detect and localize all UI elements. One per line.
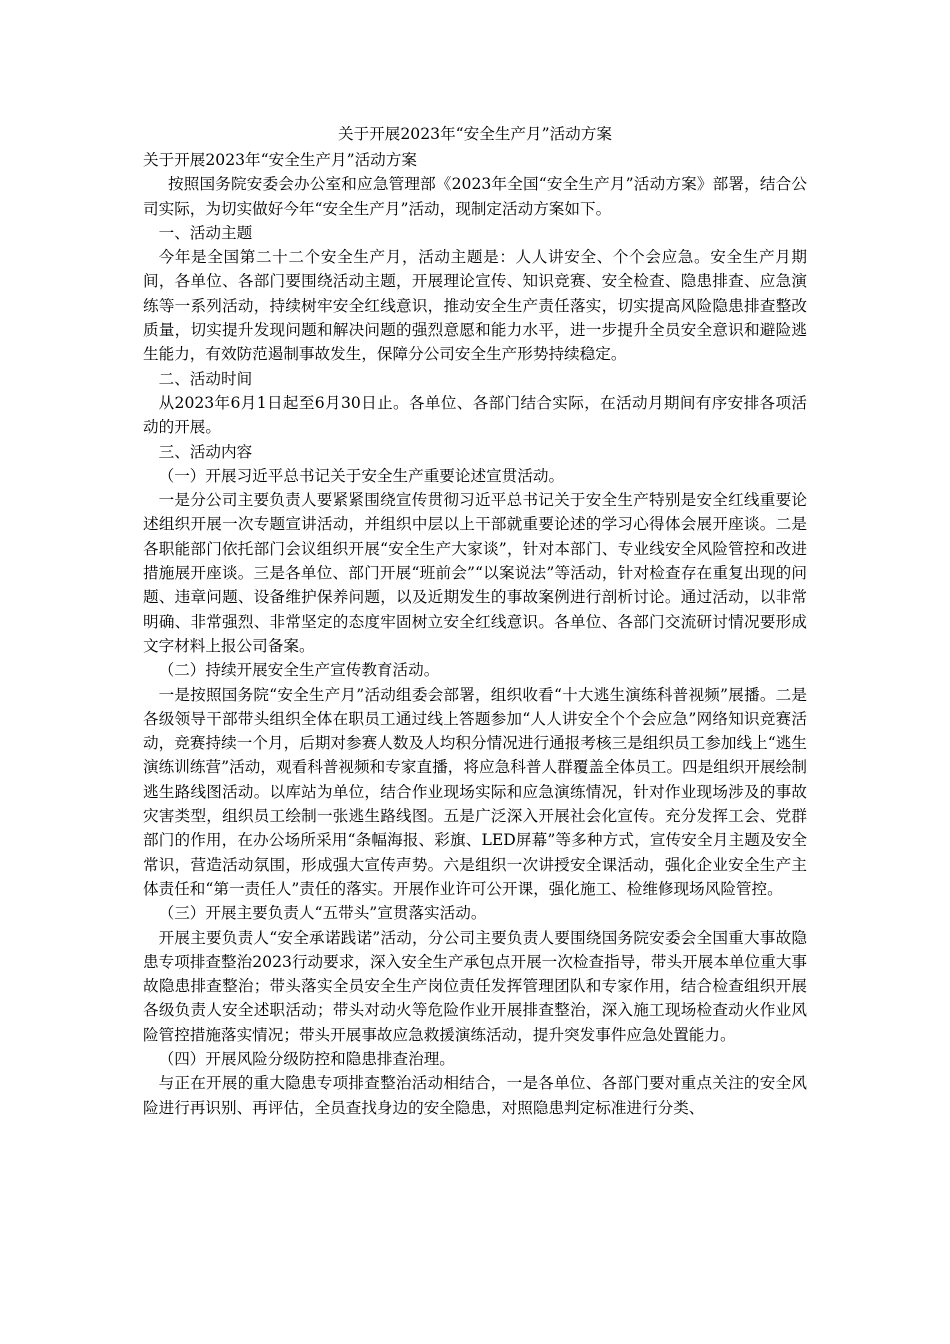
section-heading-content: 三、活动内容 <box>158 442 253 461</box>
subsection-heading-3: （三）开展主要负责人“五带头”宣贯落实活动。 <box>158 904 487 923</box>
section-heading-theme: 一、活动主题 <box>158 223 253 242</box>
subsection-heading-4: （四）开展风险分级防控和隐患排查治理。 <box>158 1049 455 1068</box>
subsection-paragraph-3: 开展主要负责人“安全承诺践诺”活动，分公司主要负责人要围绕国务院安委会全国重大事故隐患专项排查整治2023行动要求，深入安全生产承包点开展一次检查指导，带头开展本单位重大事故隐患排查整治；带头落实全员安全生产岗位责任发挥管理团队和专家作用，结合检查组织开展各级负责人安全述职活动；带头对动火等危险作业开展排查整治，深入施工现场检查动火作业风险管控措施落实情况；带头开展事故应急救援演练活动，提升突发事件应急处置能力。 <box>143 928 807 1044</box>
document-page <box>143 120 807 1120</box>
document-subtitle: 关于开展2023年“安全生产月”活动方案 <box>143 151 417 169</box>
subsection-paragraph-2: 一是按照国务院“安全生产月”活动组委会部署，组织收看“十大逃生演练科普视频”展播。二是各级领导干部带头组织全体在职员工通过线上答题参加“人人讲安全个个会应急”网络知识竞赛活动，竞赛持续一个月，后期对参赛人数及人均积分情况进行通报考核三是组织员工参加线上“逃生演练训练营”活动，观看科普视频和专家直播，将应急科普人群覆盖全体员工。四是组织开展绘制逃生路线图活动。以库站为单位，结合作业现场实际和应急演练情况，针对作业现场涉及的事故灾害类型，组织员工绘制一张逃生路线图。五是广泛深入开展社会化宣传。充分发挥工会、党群部门的作用，在办公场所采用“条幅海报、彩旗、LED屏幕”等多种方式，宣传安全月主题及安全常识，营造活动氛围，形成强大宣传声势。六是组织一次讲授安全课活动，强化企业安全生产主体责任和“第一责任人”责任的落实。开展作业许可公开课，强化施工、检维修现场风险管控。 <box>143 685 807 898</box>
subsection-paragraph-1: 一是分公司主要负责人要紧紧围绕宣传贯彻习近平总书记关于安全生产特别是安全红线重要论述组织开展一次专题宣讲活动，并组织中层以上干部就重要论述的学习心得体会展开座谈。二是各职能部门依托部门会议组织开展“安全生产大家谈”，针对本部门、专业线安全风险管控和改进措施展开座谈。三是各单位、部门开展“班前会”“以案说法”等活动，针对检查存在重复出现的问题、违章问题、设备维护保养问题，以及近期发生的事故案例进行剖析讨论。通过活动，以非常明确、非常强烈、非常坚定的态度牢固树立安全红线意识。各单位、各部门交流研讨情况要形成文字材料上报公司备案。 <box>143 491 807 655</box>
subsection-paragraph-4: 与正在开展的重大隐患专项排查整治活动相结合，一是各单位、各部门要对重点关注的安全风险进行再识别、再评估，全员查找身边的安全隐患，对照隐患判定标准进行分类、 <box>143 1074 807 1117</box>
subsection-heading-2: （二）持续开展安全生产宣传教育活动。 <box>158 661 440 680</box>
intro-paragraph: 按照国务院安委会办公室和应急管理部《2023年全国“安全生产月”活动方案》部署，结合公司实际，为切实做好今年“安全生产月”活动，现制定活动方案如下。 <box>143 175 807 218</box>
time-paragraph: 从2023年6月1日起至6月30日止。各单位、各部门结合实际，在活动月期间有序安排各项活动的开展。 <box>143 393 807 437</box>
subsection-heading-1: （一）开展习近平总书记关于安全生产重要论述宣贯活动。 <box>158 466 565 485</box>
document-title: 关于开展2023年“安全生产月”活动方案 <box>338 125 612 143</box>
section-heading-time: 二、活动时间 <box>158 369 253 388</box>
theme-paragraph: 今年是全国第二十二个安全生产月，活动主题是：人人讲安全、个个会应急。安全生产月期间，各单位、各部门要围绕活动主题，开展理论宣传、知识竞赛、安全检查、隐患排查、应急演练等一系列活动，持续树牢安全红线意识，推动安全生产责任落实，切实提高风险隐患排查整改质量，切实提升发现问题和解决问题的强烈意愿和能力水平，进一步提升全员安全意识和避险逃生能力，有效防范遏制事故发生，保障分公司安全生产形势持续稳定。 <box>143 248 807 364</box>
